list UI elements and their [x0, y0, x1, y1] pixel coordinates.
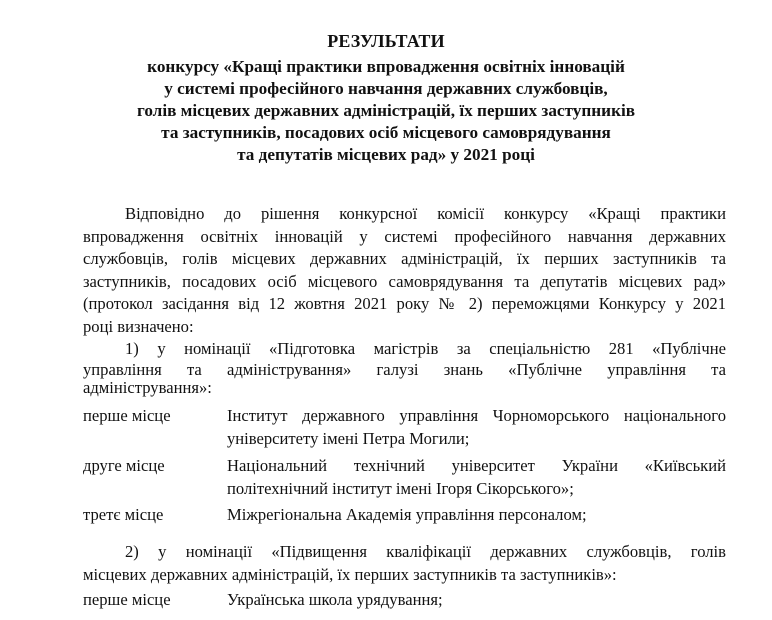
- intro-paragraph: [83, 203, 726, 338]
- subtitle-line: та депутатів місцевих рад» у 2021 році: [237, 145, 535, 164]
- place-value: [227, 589, 726, 612]
- place-label: перше місце: [83, 590, 171, 609]
- subtitle-line: конкурсу «Кращі практики впровадження освітніх інновацій: [147, 57, 625, 76]
- place-value-line: Національний технічний університет України «Київський: [227, 456, 726, 475]
- intro-line: службовців, голів місцевих державних адміністрацій, їх перших заступників та: [83, 249, 726, 268]
- intro-line: Відповідно до рішення конкурсної комісії конкурсу «Кращі практики: [125, 204, 726, 223]
- subtitle-line: голів місцевих державних адміністрацій, їх перших заступників: [136, 101, 636, 120]
- subtitle-line: у системі професійного навчання державних службовців,: [164, 79, 608, 98]
- place-value: [227, 455, 726, 500]
- nomination-2-line: місцевих державних адміністрацій, їх перших заступників та заступників»:: [83, 564, 617, 584]
- nomination-1-line: адміністрування»:: [83, 377, 212, 397]
- nomination-1-line: 1) у номінації «Підготовка магістрів за спеціальністю 281 «Публічне: [125, 339, 726, 358]
- place-value: [227, 504, 726, 527]
- nomination-2-paragraph: [83, 541, 726, 586]
- document-title: РЕЗУЛЬТАТИ: [327, 31, 445, 51]
- place-label: третє місце: [83, 505, 164, 524]
- place-value-line: Міжрегіональна Академія управління персоналом;: [227, 505, 587, 524]
- intro-line: (протокол засідання від 12 жовтня 2021 року № 2) переможцями Конкурсу у 2021: [83, 294, 726, 313]
- nomination-1-line: управління та адміністрування» галузі знань «Публічне управління та: [83, 359, 726, 379]
- place-value-line: Інститут державного управління Чорноморського національного: [227, 406, 726, 425]
- place-label: перше місце: [83, 406, 171, 425]
- document-subtitle: [60, 56, 712, 166]
- place-value-line: Українська школа урядування;: [227, 590, 443, 609]
- subtitle-line: та заступників, посадових осіб місцевого самоврядування: [161, 123, 611, 142]
- place-value-line: університету імені Петра Могили;: [227, 428, 470, 448]
- nomination-2-line: 2) у номінації «Підвищення кваліфікації державних службовців, голів: [125, 542, 726, 561]
- intro-line: заступників, посадових осіб місцевого самоврядування та депутатів місцевих рад»: [83, 271, 726, 291]
- intro-line: році визначено:: [83, 316, 194, 336]
- place-value: [227, 405, 726, 450]
- intro-line: впровадження освітніх інновацій у системі професійного навчання державних: [83, 226, 726, 246]
- nomination-1-paragraph: [83, 338, 726, 397]
- place-value-line: політехнічний інститут імені Ігоря Сікорського»;: [227, 478, 574, 498]
- place-label: друге місце: [83, 456, 165, 475]
